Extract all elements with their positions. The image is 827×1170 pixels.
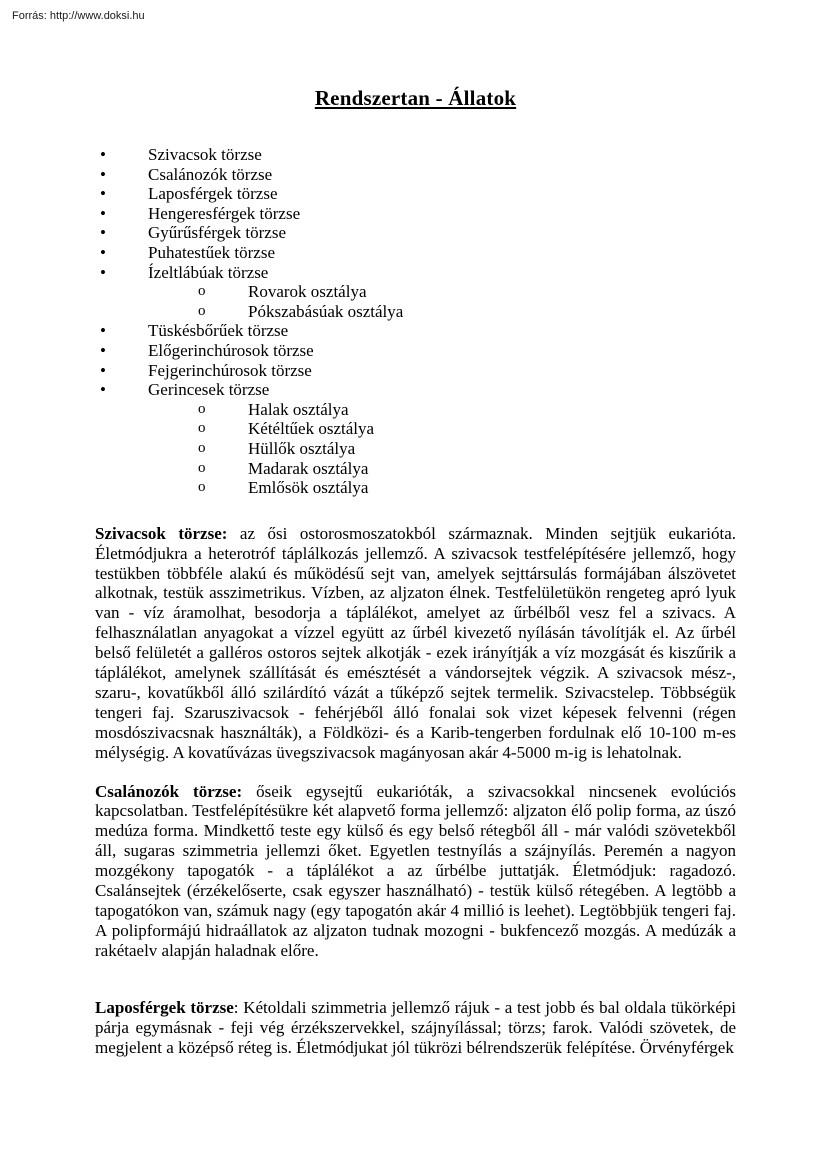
outline-item [95,263,736,283]
circle-marker-icon: o [198,479,206,496]
bullet-icon: • [100,360,106,380]
outline-item-label: Ízeltlábúak törzse [148,262,269,282]
paragraph-lead-in: Laposférgek törzse [95,997,234,1017]
paragraph-body: : Kétoldali szimmetria jellemző rájuk - a test jobb és bal oldala tükörképi párja egymásnak - feji vég érzékszervekkel, szájnyílással; törzs; farok. Valódi szövetek, de megjelent a középső réteg is. Életmódjukat jól tükrözi bélrendszerük felépítése. Örvényférgek [95,997,736,1057]
bullet-icon: • [100,380,106,400]
outline-item-label: Emlősök osztálya [248,478,369,498]
paragraph-body: az ősi ostorosmoszatokból származnak. Minden sejtjük eukarióta. Életmódjukra a heterotróf táplálkozás jellemző. A szivacsok testfelépítésére jellemző, hogy testükben többféle alakú és működésű sejt van, amelyek sejttársulás formájában álszövetet alkotnak, testük asszimetrikus. Vízben, az aljzaton élnek. Testfelületükön rengeteg apró lyuk van - víz áramolhat, besodorja a táplálékot, amelyet az űrbélből vesz fel a szivacs. A felhasználatlan anyagokat a vízzel együtt az űrbél kivezető nyílásán távolítják el. Az űrbél belső felületét a galléros ostoros sejtek alkotják - ezek irányítják a víz mozgását és kiszűrik a táplálékot, amelynek szállítását és emésztését a vándorsejtek végzik. A szivacsok mész-, szaru-, kovatűkből álló szilárdító vázát a tűképző sejtek termelik. Szivacstelep. Többségük tengeri faj. Szaruszivacsok - fehérjéből álló fonalai sok vizet képesek felvenni (régen mosdószivacsnak használták), a Földközi- és a Karib-tengerben fordulnak elő 10-100 m-es mélységig. A kovatűvázas üvegszivacsok magányosan akár 4-5000 m-ig is lehatolnak. [95,523,737,762]
outline-item [95,145,736,165]
outline-item [95,165,736,185]
outline-item-label: Puhatestűek törzse [148,242,275,262]
outline-item [95,243,736,263]
outline-item [95,341,736,361]
circle-marker-icon: o [198,400,206,417]
outline-item-label: Laposférgek törzse [148,184,278,204]
outline-item-label: Pókszabásúak osztálya [248,301,404,321]
source-header: Forrás: http://www.doksi.hu [12,10,145,22]
bullet-icon: • [100,223,106,243]
outline-item-label: Fejgerinchúrosok törzse [148,360,312,380]
paragraph-body: őseik egysejtű eukarióták, a szivacsokkal nincsenek evolúciós kapcsolatban. Testfelépítésükre két alapvető forma jellemző: aljzaton élő polip forma, az úszó medúza forma. Mindkettő teste egy külső és egy belső rétegből áll - már valódi szövetekből áll, sugaras szimmetria jellemzi őket. Egyetlen testnyílás a szájnyílás. Peremén a nagyon mozgékony tapogatók - a táplálékot a az űrbélbe juttatják. Életmódjuk: ragadozó. Csalánsejtek (érzékelőserte, csak egyszer használható) - testük külső rétegében. A legtöbb a tapogatókon van, számuk nagy (egy tapogatón akár 4 millió is leehet). Legtöbbjük tengeri faj. A polipformájú hidraállatok az aljzaton tudnak mozogni - bukfencező mozgás. A medúzák a rakétaelv alapján haladnak előre. [95,781,736,960]
document-content [95,85,736,1057]
body-sections [95,524,736,1058]
outline-item [95,478,736,498]
outline-item-label: Rovarok osztálya [248,282,367,302]
outline-item [95,184,736,204]
taxonomy-outline-list [95,145,736,498]
outline-item [95,439,736,459]
bullet-icon: • [100,340,106,360]
circle-marker-icon: o [198,302,206,319]
circle-marker-icon: o [198,459,206,476]
paragraph-lead-in: Csalánozók törzse: [95,781,243,801]
outline-item [95,459,736,479]
bullet-icon: • [100,203,106,223]
outline-item-label: Csalánozók törzse [148,164,273,184]
bullet-icon: • [100,145,106,164]
bullet-icon: • [100,321,106,341]
outline-item [95,380,736,400]
outline-item [95,361,736,381]
outline-item-label: Gyűrűsférgek törzse [148,223,287,243]
circle-marker-icon: o [198,283,206,300]
outline-item [95,419,736,439]
paragraph-lead-in: Szivacsok törzse: [95,523,228,543]
outline-item [95,302,736,322]
outline-item-label: Gerincesek törzse [148,380,270,400]
outline-item-label: Tüskésbőrűek törzse [148,321,289,341]
outline-item [95,282,736,302]
bullet-icon: • [100,164,106,184]
outline-item [95,204,736,224]
body-paragraph [95,998,736,1058]
outline-item [95,223,736,243]
outline-item-label: Madarak osztálya [248,458,369,478]
circle-marker-icon: o [198,420,206,437]
outline-item-label: Előgerinchúrosok törzse [148,340,314,360]
outline-item-label: Halak osztálya [248,399,349,419]
bullet-icon: • [100,262,106,282]
outline-item-label: Kétéltűek osztálya [248,419,375,439]
outline-item-label: Hüllők osztálya [248,438,356,458]
outline-item [95,400,736,420]
body-paragraph [95,524,736,763]
page-title: Rendszertan - Állatok [314,86,517,110]
bullet-icon: • [100,184,106,204]
circle-marker-icon: o [198,439,206,456]
outline-item [95,321,736,341]
body-paragraph [95,782,736,961]
outline-item-label: Hengeresférgek törzse [148,203,301,223]
outline-item-label: Szivacsok törzse [148,145,262,164]
bullet-icon: • [100,242,106,262]
